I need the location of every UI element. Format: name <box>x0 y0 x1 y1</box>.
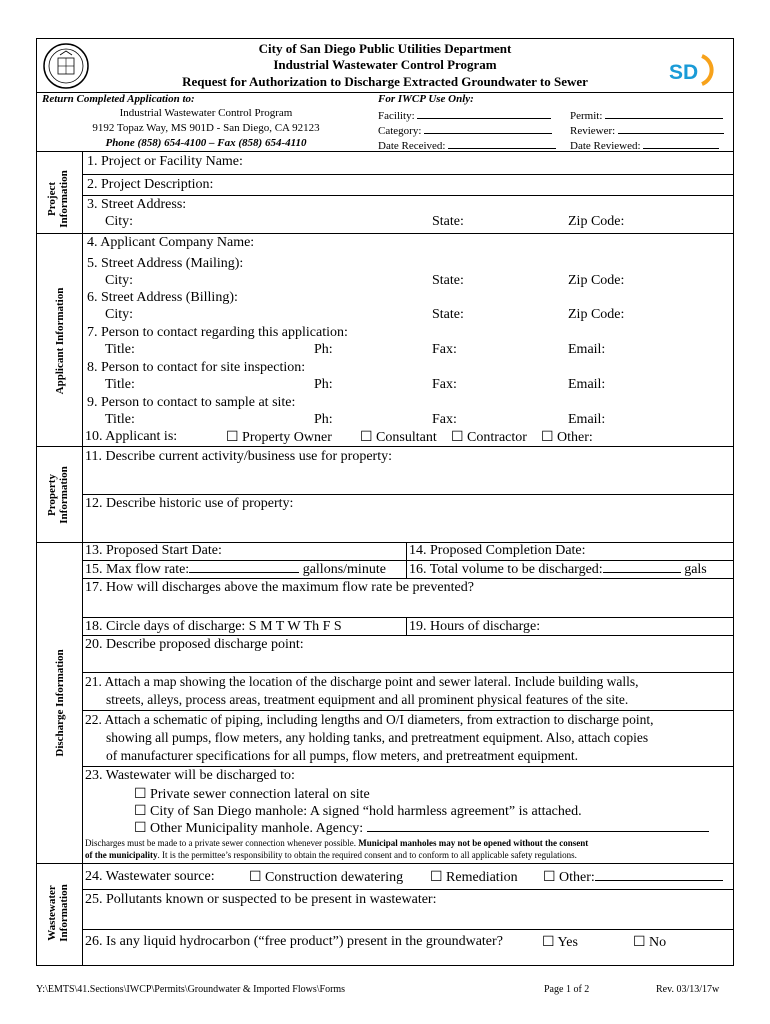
field-mailing-city[interactable]: City: <box>105 273 134 288</box>
instruction-attach-schematic-cont1: showing all pumps, flow meters, any holding tanks, and pretreatment equipment. Also, attach copies <box>106 730 649 745</box>
header-line1: City of San Diego Public Utilities Department <box>258 41 512 56</box>
field-street-address[interactable]: 3. Street Address: <box>87 197 187 212</box>
field-discharge-point[interactable]: 20. Describe proposed discharge point: <box>85 637 304 652</box>
field-wastewater-source: 24. Wastewater source: <box>85 869 215 884</box>
field-contact1-email[interactable]: Email: <box>568 342 606 357</box>
field-contact-sample[interactable]: 9. Person to contact to sample at site: <box>87 395 296 410</box>
field-mailing-address[interactable]: 5. Street Address (Mailing): <box>87 256 244 271</box>
checkbox-city-manhole[interactable]: ☐ City of San Diego manhole: A signed “hold harmless agreement” is attached. <box>134 804 582 819</box>
instruction-attach-schematic: 22. Attach a schematic of piping, including lengths and O/I diameters, from extraction to discharge point, <box>85 712 654 727</box>
checkbox-contractor[interactable]: ☐ Contractor <box>451 430 527 445</box>
checkbox-free-product-no[interactable]: ☐ No <box>633 935 667 950</box>
section-wastewater-label: Wastewater Information <box>46 884 70 942</box>
field-contact2-phone[interactable]: Ph: <box>314 377 333 392</box>
field-contact2-title[interactable]: Title: <box>105 377 135 392</box>
field-flow-prevention[interactable]: 17. How will discharges above the maximum flow rate be prevented? <box>85 580 474 595</box>
field-contact-application[interactable]: 7. Person to contact regarding this application: <box>87 325 348 340</box>
field-billing-address[interactable]: 6. Street Address (Billing): <box>87 290 238 305</box>
return-address: 9192 Topaz Way, MS 901D - San Diego, CA 92123 <box>92 122 320 134</box>
return-title: Return Completed Application to: <box>42 93 195 105</box>
section-applicant-label: Applicant Information <box>54 287 66 395</box>
footer-page: Page 1 of 2 <box>544 984 590 995</box>
field-total-volume[interactable]: 16. Total volume to be discharged: gals <box>409 562 707 577</box>
checkbox-remediation[interactable]: ☐ Remediation <box>430 870 518 885</box>
field-zip[interactable]: Zip Code: <box>568 214 625 229</box>
iwcp-date-reviewed[interactable]: Date Reviewed: <box>570 137 719 152</box>
field-billing-state[interactable]: State: <box>432 307 464 322</box>
checkbox-free-product-yes[interactable]: ☐ Yes <box>542 935 578 950</box>
field-applicant-company[interactable]: 4. Applicant Company Name: <box>87 235 255 250</box>
checkbox-property-owner[interactable]: ☐ Property Owner <box>226 430 332 445</box>
sd-logo-text: SD <box>669 61 699 84</box>
field-contact1-phone[interactable]: Ph: <box>314 342 333 357</box>
field-contact1-fax[interactable]: Fax: <box>432 342 457 357</box>
checkbox-source-other[interactable]: ☐ Other: <box>543 869 723 886</box>
iwcp-date-received[interactable]: Date Received: <box>378 137 556 152</box>
return-phone: Phone (858) 654-4100 – Fax (858) 654-4110 <box>105 137 307 149</box>
footer-path: Y:\EMTS\41.Sections\IWCP\Permits\Groundwater & Imported Flows\Forms <box>36 984 346 995</box>
checkbox-other[interactable]: ☐ Other: <box>541 430 593 445</box>
instruction-attach-schematic-cont2: of manufacturer specifications for all pumps, flow meters, and pretreatment equipment. <box>106 748 578 763</box>
field-project-description[interactable]: 2. Project Description: <box>87 177 214 192</box>
field-contact3-title[interactable]: Title: <box>105 412 135 427</box>
checkbox-private-sewer[interactable]: ☐ Private sewer connection lateral on site <box>134 787 370 802</box>
field-project-name[interactable]: 1. Project or Facility Name: <box>87 154 243 169</box>
header-line2: Industrial Wastewater Control Program <box>273 57 497 72</box>
field-applicant-is: 10. Applicant is: <box>85 429 178 444</box>
note-private-sewer: Discharges must be made to a private sewer connection whenever possible. Municipal manholes may not be opened without the consent <box>85 838 589 848</box>
section-property-label: Property Information <box>46 466 70 524</box>
field-start-date[interactable]: 13. Proposed Start Date: <box>85 543 222 558</box>
iwcp-permit[interactable]: Permit: <box>570 107 723 122</box>
field-contact3-fax[interactable]: Fax: <box>432 412 457 427</box>
iwcp-reviewer[interactable]: Reviewer: <box>570 122 724 137</box>
instruction-attach-map-cont: streets, alleys, process areas, treatment equipment and all prominent physical features of the site. <box>106 692 629 707</box>
field-contact2-email[interactable]: Email: <box>568 377 606 392</box>
field-free-product: 26. Is any liquid hydrocarbon (“free product”) present in the groundwater? <box>85 934 503 949</box>
field-pollutants[interactable]: 25. Pollutants known or suspected to be present in wastewater: <box>85 892 437 907</box>
field-discharge-days[interactable]: 18. Circle days of discharge: S M T W Th F S <box>85 619 342 634</box>
field-contact3-phone[interactable]: Ph: <box>314 412 333 427</box>
checkbox-consultant[interactable]: ☐ Consultant <box>360 430 437 445</box>
return-program: Industrial Wastewater Control Program <box>119 107 293 119</box>
field-discharged-to: 23. Wastewater will be discharged to: <box>85 768 295 783</box>
field-city[interactable]: City: <box>105 214 134 229</box>
instruction-attach-map: 21. Attach a map showing the location of the discharge point and sewer lateral. Include building walls, <box>85 674 639 689</box>
checkbox-construction-dewatering[interactable]: ☐ Construction dewatering <box>249 870 404 885</box>
field-mailing-zip[interactable]: Zip Code: <box>568 273 625 288</box>
field-state[interactable]: State: <box>432 214 464 229</box>
checkbox-other-municipality[interactable]: ☐ Other Municipality manhole. Agency: <box>134 820 709 837</box>
field-discharge-hours[interactable]: 19. Hours of discharge: <box>409 619 541 634</box>
field-historic-use[interactable]: 12. Describe historic use of property: <box>85 496 294 511</box>
iwcp-title: For IWCP Use Only: <box>378 93 474 105</box>
field-contact3-email[interactable]: Email: <box>568 412 606 427</box>
sd-logo <box>668 52 718 88</box>
field-billing-zip[interactable]: Zip Code: <box>568 307 625 322</box>
field-max-flow-rate[interactable]: 15. Max flow rate: gallons/minute <box>85 562 386 577</box>
iwcp-facility[interactable]: Facility: <box>378 107 551 122</box>
field-contact-inspection[interactable]: 8. Person to contact for site inspection: <box>87 360 306 375</box>
note-consent: of the municipality. It is the permittee’s responsibility to obtain the required consent and to conform to all applicable safety regulations. <box>85 850 577 860</box>
field-completion-date[interactable]: 14. Proposed Completion Date: <box>409 543 586 558</box>
field-current-activity[interactable]: 11. Describe current activity/business use for property: <box>85 449 393 464</box>
footer-revision: Rev. 03/13/17w <box>656 984 720 995</box>
field-mailing-state[interactable]: State: <box>432 273 464 288</box>
section-discharge-label: Discharge Information <box>54 649 66 757</box>
field-billing-city[interactable]: City: <box>105 307 134 322</box>
field-contact1-title[interactable]: Title: <box>105 342 135 357</box>
section-project-label: Project Information <box>46 170 70 228</box>
field-contact2-fax[interactable]: Fax: <box>432 377 457 392</box>
iwcp-category[interactable]: Category: <box>378 122 552 137</box>
header-line3: Request for Authorization to Discharge Extracted Groundwater to Sewer <box>182 74 588 89</box>
